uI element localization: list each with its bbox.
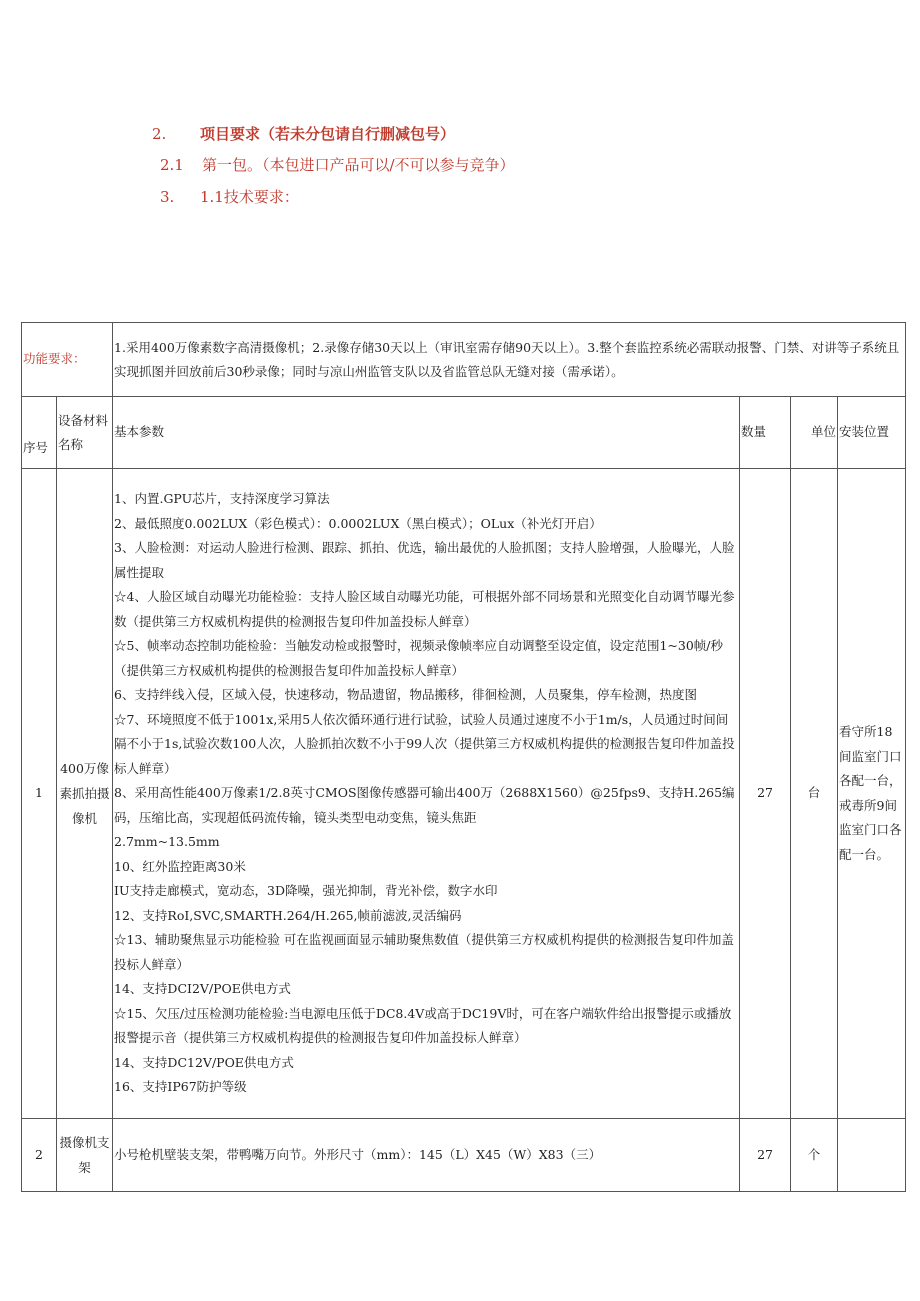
header-qty: 数量 — [740, 397, 791, 469]
heading-text: 项目要求（若未分包请自行删减包号） — [200, 125, 456, 143]
param-line: 6、支持绊线入侵，区域入侵，快速移动，物品遗留，物品搬移，徘徊检测，人员聚集，停车检测，热度图 — [114, 687, 697, 703]
row-unit: 台 — [791, 469, 838, 1119]
row-name: 400万像素抓拍摄像机 — [57, 469, 113, 1119]
header-unit: 单位 — [791, 397, 838, 469]
section-heading-package-one — [160, 154, 515, 175]
row-seq: 2 — [22, 1119, 57, 1192]
row-seq: 1 — [22, 469, 57, 1119]
header-params: 基本参数 — [113, 397, 740, 469]
param-line: ☆4、人脸区域自动曝光功能检验：支持人脸区域自动曝光功能，可根据外部不同场景和光照变化自动调节曝光参数（提供第三方权威机构提供的检测报告复印件加盖投标人鲜章） — [114, 589, 735, 629]
function-requirement-row — [22, 323, 906, 397]
header-seq: 序号 — [22, 397, 57, 469]
table-header-row — [22, 397, 906, 469]
row-qty: 27 — [740, 1119, 791, 1192]
row-name: 摄像机支架 — [57, 1119, 113, 1192]
param-line: ☆13、辅助聚焦显示功能检验 可在监视画面显示辅助聚焦数值（提供第三方权威机构提供的检测报告复印件加盖投标人鲜章） — [114, 932, 734, 972]
heading-text: 1.1技术要求： — [200, 188, 299, 206]
section-heading-technical-requirements — [160, 186, 299, 207]
param-line: IU支持走廊模式，宽动态，3D降噪，强光抑制，背光补偿，数字水印 — [114, 883, 498, 899]
heading-text: 第一包。（本包进口产品可以/不可以参与竞争） — [202, 156, 515, 174]
param-line: ☆15、欠压/过压检测功能检验:当电源电压低于DC8.4V或高于DC19V时，可在客户端软件给出报警提示或播放报警提示音（提供第三方权威机构提供的检测报告复印件加盖投标人鲜章） — [114, 1005, 732, 1046]
row-location: 看守所18间监室门口各配一台，戒毒所9间监室门口各配一台。 — [838, 469, 906, 1119]
section-heading-project-requirements — [152, 123, 455, 144]
param-line: 14、支持DC12V/POE供电方式 — [114, 1054, 294, 1070]
row-qty: 27 — [740, 469, 791, 1119]
heading-number: 3. — [160, 188, 175, 206]
function-requirement-text: 1.采用400万像素数字高清摄像机；2.录像存储30天以上（审讯室需存储90天以上）。3.整个套监控系统必需联动报警、门禁、对讲等子系统且实现抓图并回放前后30秒录像；同时与凉山州监管支队以及省监管总队无缝对接（需承诺）。 — [113, 323, 906, 397]
row-unit: 个 — [791, 1119, 838, 1192]
row-location — [838, 1119, 906, 1192]
heading-number: 2. — [152, 125, 167, 143]
row-params — [113, 469, 740, 1119]
header-name: 设备材料名称 — [57, 397, 113, 469]
param-line: ☆7、环境照度不低于1001x,采用5人依次循环通行进行试验，试验人员通过速度不小于1m/s，人员通过时间间隔不小于1s,试验次数100人次，人脸抓拍次数不小于99人次（提供第三方权威机构提供的检测报告复印件加盖投标人鲜章） — [114, 711, 735, 776]
param-line: 3、人脸检测：对运动人脸进行检测、跟踪、抓拍、优选，输出最优的人脸抓图；支持人脸增强，人脸曝光，人脸属性提取 — [114, 540, 735, 580]
param-line: 2、最低照度0.002LUX（彩色模式）：0.0002LUX（黑白模式）；OLux（补光灯开启） — [114, 515, 602, 531]
technical-spec-table — [21, 322, 906, 1192]
function-requirement-label: 功能要求： — [22, 323, 113, 397]
param-line: 14、支持DCI2V/POE供电方式 — [114, 981, 291, 997]
param-line: 8、采用高性能400万像素1/2.8英寸CMOS图像传感器可输出400万（2688X1560）@25fps9、支持H.265编码，压缩比高，实现超低码流传输，镜头类型电动变焦，镜头焦距 — [114, 785, 735, 825]
param-line: 10、红外监控距离30米 — [114, 858, 246, 874]
table-row — [22, 1119, 906, 1192]
param-line: 1、内置.GPU芯片，支持深度学习算法 — [114, 491, 330, 507]
param-line: 2.7mm~13.5mm — [114, 834, 220, 850]
row-params: 小号枪机壁装支架，带鸭嘴万向节。外形尺寸（mm）：145（L）X45（W）X83（三） — [113, 1119, 740, 1192]
heading-number: 2.1 — [160, 156, 184, 174]
param-line: 12、支持RoI,SVC,SMARTH.264/H.265,帧前滤波,灵活编码 — [114, 907, 462, 923]
param-line: 16、支持IP67防护等级 — [114, 1079, 247, 1095]
header-location: 安装位置 — [838, 397, 906, 469]
param-line: ☆5、帧率动态控制功能检验：当触发动检或报警时，视频录像帧率应自动调整至设定值，设定范围1~30帧/秒（提供第三方权威机构提供的检测报告复印件加盖投标人鲜章） — [114, 638, 724, 678]
table-row — [22, 469, 906, 1119]
